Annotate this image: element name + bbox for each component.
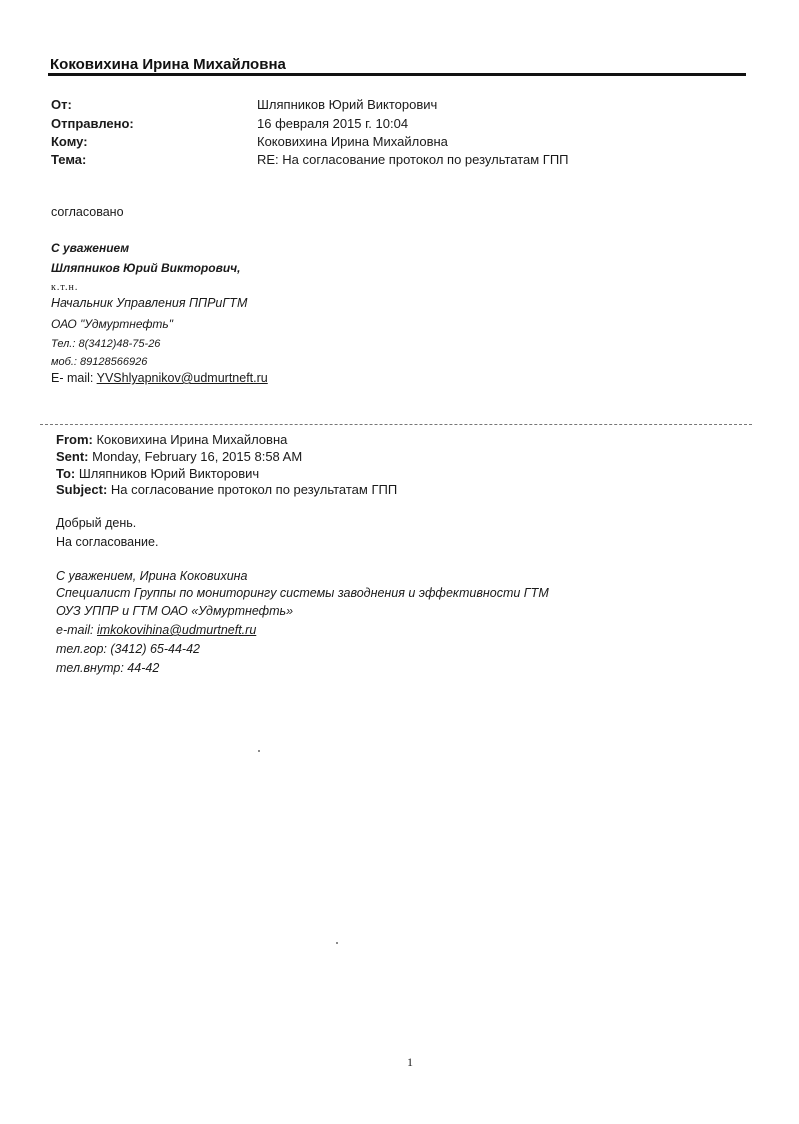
from-value: Шляпников Юрий Викторович: [257, 97, 438, 112]
to-label: Кому:: [51, 134, 88, 149]
reply-signature-phone: Тел.: 8(3412)48-75-26: [51, 338, 161, 350]
header-divider: [48, 73, 746, 76]
original-subject-label: Subject:: [56, 482, 108, 497]
original-signature-phone-internal: тел.внутр: 44-42: [56, 661, 160, 675]
reply-signature-position: Начальник Управления ППРиГТМ: [51, 296, 248, 310]
original-from-value: Коковихина Ирина Михайловна: [96, 432, 288, 447]
subject-value: RE: На согласование протокол по результатам ГПП: [257, 152, 569, 167]
original-signature-phone-city: тел.гор: (3412) 65-44-42: [56, 642, 200, 656]
original-signature-position: Специалист Группы по мониторингу системы заводнения и эффективности ГТМ: [56, 586, 549, 600]
original-to-label: To:: [56, 466, 76, 481]
original-signature-greeting: С уважением, Ирина Коковихина: [56, 569, 248, 583]
reply-signature-email-line: [51, 371, 268, 385]
original-to-row: [56, 466, 259, 481]
original-email-link[interactable]: imkokovihina@udmurtneft.ru: [96, 623, 257, 637]
reply-signature-name: Шляпников Юрий Викторович,: [51, 261, 241, 275]
original-subject-value: На согласование протокол по результатам ГПП: [110, 482, 398, 497]
mailbox-owner-name: Коковихина Ирина Михайловна: [50, 56, 286, 73]
original-subject-row: [56, 482, 397, 497]
original-sent-label: Sent:: [56, 449, 89, 464]
reply-signature-company: ОАО "Удмуртнефть": [51, 317, 173, 331]
original-from-row: [56, 432, 287, 447]
from-label: От:: [51, 97, 72, 112]
original-from-label: From:: [56, 432, 93, 447]
reply-email-label: E- mail:: [51, 371, 97, 385]
to-value: Коковихина Ирина Михайловна: [257, 134, 448, 149]
sent-label: Отправлено:: [51, 116, 134, 131]
scan-speck: [258, 750, 260, 752]
original-body-line1: Добрый день.: [56, 516, 137, 530]
page-number: 1: [407, 1055, 413, 1069]
original-to-value: Шляпников Юрий Викторович: [78, 466, 260, 481]
reply-signature-mobile: моб.: 89128566926: [51, 356, 148, 368]
scan-speck: [336, 942, 338, 944]
reply-signature-greeting: С уважением: [51, 241, 130, 255]
quoted-message-divider: [40, 424, 752, 425]
original-sent-row: [56, 449, 302, 464]
original-body-line2: На согласование.: [56, 535, 159, 549]
sent-value: 16 февраля 2015 г. 10:04: [257, 116, 409, 131]
original-email-label: e-mail:: [56, 623, 97, 637]
original-signature-department: ОУЗ УППР и ГТМ ОАО «Удмуртнефть»: [56, 604, 294, 618]
subject-label: Тема:: [51, 152, 87, 167]
reply-body: согласовано: [51, 205, 124, 219]
original-signature-email-line: [56, 623, 256, 637]
reply-signature-degree: к.т.н.: [51, 282, 79, 293]
reply-email-link[interactable]: YVShlyapnikov@udmurtneft.ru: [96, 371, 268, 385]
original-sent-value: Monday, February 16, 2015 8:58 AM: [92, 449, 303, 464]
